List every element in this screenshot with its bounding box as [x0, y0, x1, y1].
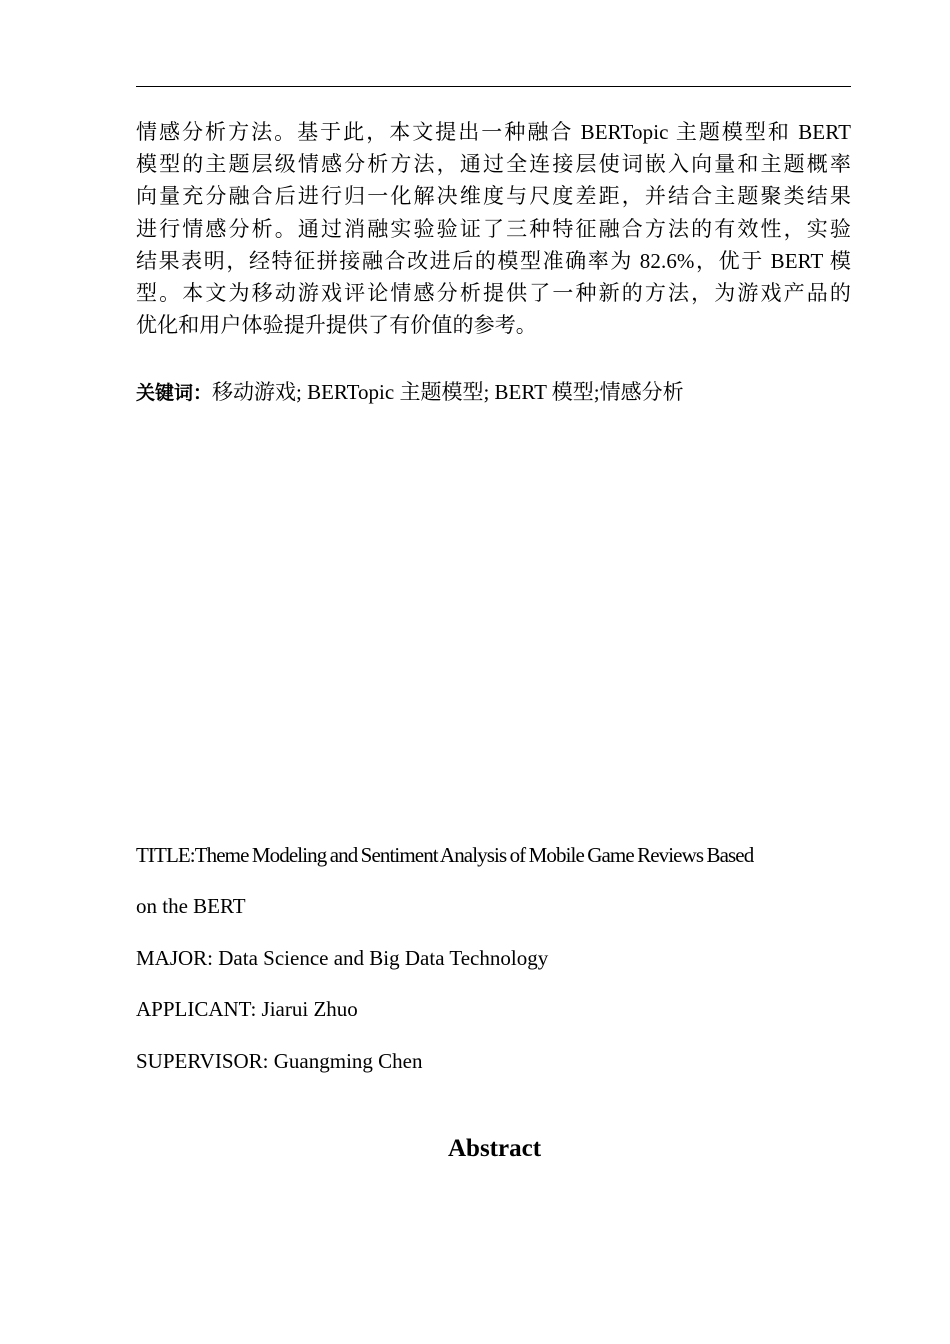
- keywords-line: [136, 376, 851, 409]
- abstract-line-7: 优化和用户体验提升提供了有价值的参考。: [136, 313, 537, 338]
- abstract-heading: [136, 1132, 851, 1166]
- abstract-line-4: 进行情感分析。通过消融实验验证了三种特征融合方法的有效性，实验: [136, 216, 851, 241]
- abstract-heading-text: Abstract: [447, 1135, 542, 1162]
- chinese-abstract-paragraph: [136, 116, 851, 341]
- header-rule: [136, 86, 851, 87]
- keywords-label: 关键词：: [136, 382, 213, 404]
- keywords-text: 移动游戏; BERTopic 主题模型; BERT 模型;情感分析: [212, 380, 684, 404]
- english-title-line-2: on the BERT: [136, 894, 246, 918]
- abstract-line-3: 向量充分融合后进行归一化解决维度与尺度差距，并结合主题聚类结果: [136, 184, 851, 209]
- abstract-line-6: 型。本文为移动游戏评论情感分析提供了一种新的方法，为游戏产品的: [136, 281, 851, 306]
- major-line: MAJOR: Data Science and Big Data Technology: [136, 946, 549, 970]
- abstract-line-2: 模型的主题层级情感分析方法，通过全连接层使词嵌入向量和主题概率: [136, 152, 851, 177]
- english-title-line-1: TITLE:Theme Modeling and Sentiment Analysis of Mobile Game Reviews Based: [136, 843, 754, 867]
- supervisor-line: SUPERVISOR: Guangming Chen: [136, 1049, 423, 1073]
- abstract-line-1: 情感分析方法。基于此，本文提出一种融合 BERTopic 主题模型和 BERT: [136, 120, 851, 144]
- applicant-line: APPLICANT: Jiarui Zhuo: [136, 997, 358, 1021]
- abstract-line-5: 结果表明，经特征拼接融合改进后的模型准确率为 82.6%，优于 BERT 模: [136, 248, 851, 273]
